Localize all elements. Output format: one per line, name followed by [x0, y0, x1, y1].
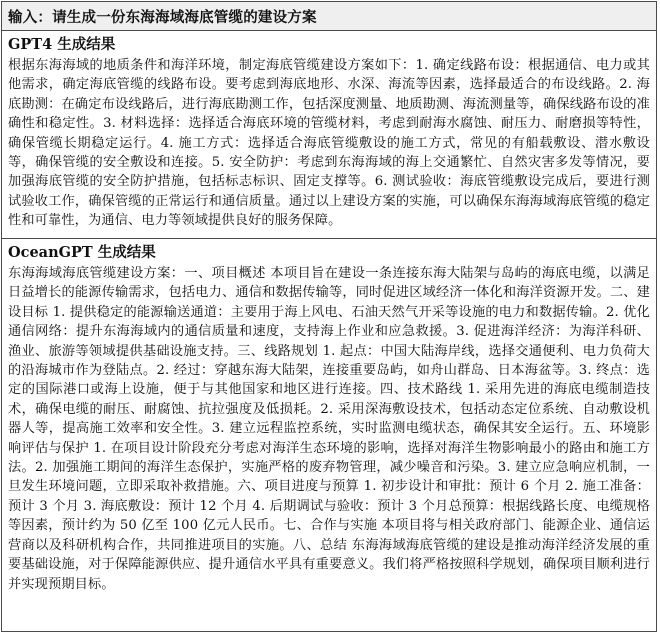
oceangpt-result-section: [2, 239, 656, 594]
prompt-header: [2, 2, 656, 31]
gpt4-result-section: [2, 31, 656, 239]
oceangpt-result-text: 东海海域海底管缆建设方案：一、项目概述 本项目旨在建设一条连接东海大陆架与岛屿的海底电缆，以满足日益增长的能源传输需求，包括电力、通信和数据传输等，同时促进区域经济一体化和海洋资源开发。二、建设目标 1. 提供稳定的能源输送通道：主要用于海上风电、石油天然气开采等设施的电力和数据传输。2. 优化通信网络：提升东海海域内的通信质量和速度，支持海上作业和应急救援。3. 促进海洋经济：为海洋科研、渔业、旅游等领域提供基础设施支持。三、线路规划 1. 起点：中国大陆海岸线，选择交通便利、电力负荷大的沿海城市作为登陆点。2. 经过：穿越东海大陆架，连接重要岛屿，如舟山群岛、日本海盆等。3. 终点：选定的国际港口或海上设施，便于与其他国家和地区进行连接。四、技术路线 1. 采用先进的海底电缆制造技术，确保电缆的耐压、耐腐蚀、抗拉强度及低损耗。2. 采用深海敷设技术，包括动态定位系统、自动敷设机器人等，提高施工效率和安全性。3. 建立远程监控系统，实时监测电缆状态，确保其安全运行。五、环境影响评估与保护 1. 在项目设计阶段充分考虑对海洋生态环境的影响，选择对海洋生物影响最小的路由和施工方法。2. 加强施工期间的海洋生态保护，实施严格的废弃物管理，减少噪音和污染。3. 建立应急响应机制，一旦发生环境问题，立即采取补救措施。六、项目进度与预算 1. 初步设计和审批：预计 6 个月 2. 施工准备：预计 3 个月 3. 海底敷设：预计 12 个月 4. 后期调试与验收：预计 3 个月总预算：根据线路长度、电缆规格等因素，预计约为 50 亿至 100 亿元人民币。七、合作与实施 本项目将与相关政府部门、能源企业、通信运营商以及科研机构合作，共同推进项目的实施。八、总结 东海海域海底管缆的建设是推动海洋经济发展的重要基础设施，对于保障能源供应、提升通信水平具有重要意义。我们将严格按照科学规划，确保项目顺利进行并实现预期目标。: [8, 266, 650, 592]
oceangpt-section-title: OceanGPT 生成结果: [8, 244, 156, 261]
gpt4-section-title: GPT4 生成结果: [8, 36, 116, 53]
prompt-text: 输入：请生成一份东海海域海底管缆的建设方案: [8, 8, 317, 26]
comparison-figure: [1, 1, 657, 632]
gpt4-result-text: 根据东海海域的地质条件和海洋环境，制定海底管缆建设方案如下：1. 确定线路布设：根据通信、电力或其他需求，确定海底管缆的线路布设。要考虑到海底地形、水深、海流等因素，选择最适合的布设线路。2. 海底勘测：在确定布设线路后，进行海底勘测工作，包括深度测量、地质勘测、海流测量等，确保线路布设的准确性和稳定性。3. 材料选择：选择适合海底环境的管缆材料，考虑到耐海水腐蚀、耐压力、耐磨损等特性，确保管缆长期稳定运行。4. 施工方式：选择适合海底管缆敷设的施工方式，常见的有船载敷设、潜水敷设等，确保管缆的安全敷设和连接。5. 安全防护：考虑到东海海域的海上交通繁忙、自然灾害多发等情况，要加强海底管缆的安全防护措施，包括标志标识、固定支撑等。6. 测试验收：海底管缆敷设完成后，要进行测试验收工作，确保管缆的正常运行和通信质量。通过以上建设方案的实施，可以确保东海海域海底管缆的稳定性和可靠性，为通信、电力等领域提供良好的服务保障。: [8, 58, 650, 229]
